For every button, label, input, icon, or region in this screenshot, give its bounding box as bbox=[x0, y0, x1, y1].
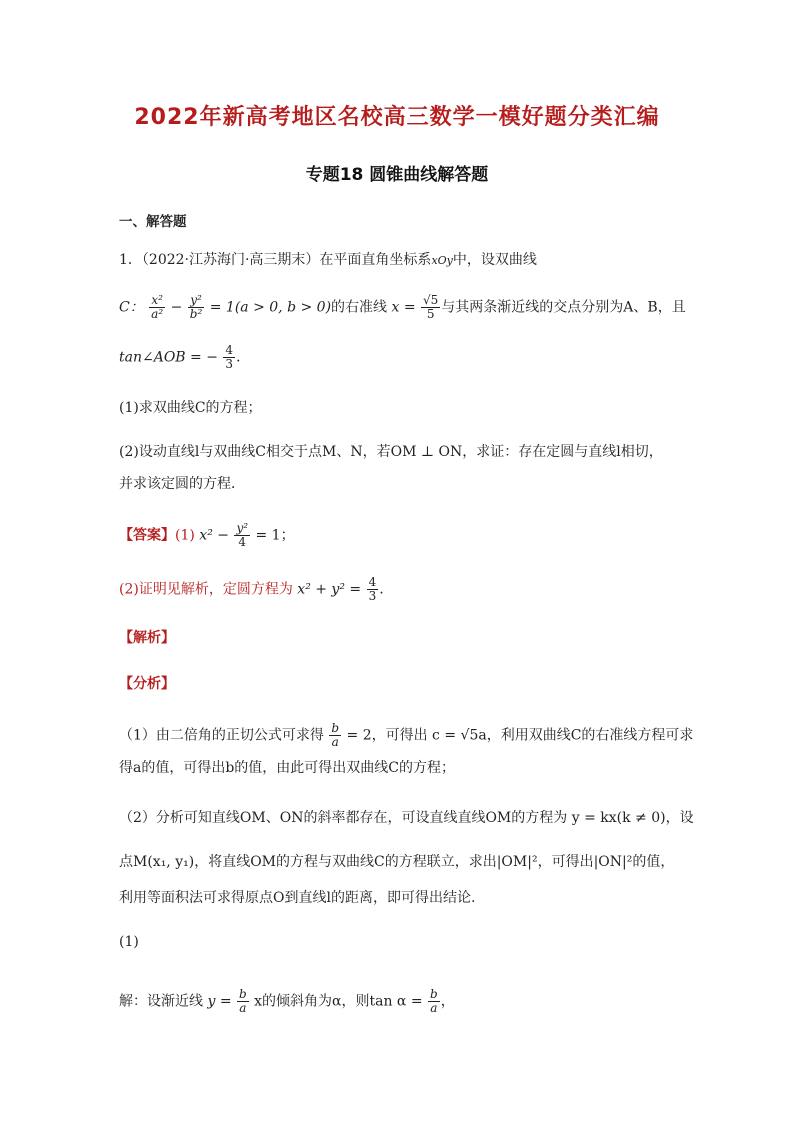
fraction-b-a: $\frac{b}{a}$ bbox=[331, 721, 340, 749]
fraction-4-3: $\frac{4}{3}$ bbox=[225, 343, 234, 371]
answer-2-text: (2)证明见解析，定圆方程为 bbox=[119, 581, 293, 598]
directrix-text: 的右准线 bbox=[331, 299, 388, 316]
problem-line-1 bbox=[119, 250, 537, 271]
analysis-1-line-1: （1）由二倍角的正切公式可求得 $\frac{b}{a}$ = 2，可得出 c = √5a，利用双曲线C的右准线方程可求 bbox=[119, 721, 694, 749]
question-1: (1)求双曲线C的方程； bbox=[119, 400, 262, 416]
analysis-1-line-2: 得a的值，可得出b的值，由此可得出双曲线C的方程； bbox=[119, 760, 456, 776]
problem-line-2: C： $\frac{\text{x²}}{\text{a²}}$ − $\frac{\text{y²}}{\text{b²}}$ = 1(a > 0, b > 0)的右准线 x = $\frac{√5}{5}$ 与其两条渐近线的交点分别为A、B，且 bbox=[119, 293, 686, 321]
answer-line-2: (2)证明见解析，定圆方程为 x² + y² = $\frac{4}{3}$ . bbox=[119, 575, 384, 603]
answer-line-1: 【答案】(1) x² − $\frac{\text{y²}}{4}$ = 1； bbox=[119, 521, 295, 549]
fraction-y2-4: $\frac{\text{y²}}{4}$ bbox=[236, 521, 249, 549]
directrix-tail: 与其两条渐近线的交点分别为A、B，且 bbox=[441, 299, 686, 316]
section-heading: 一、解答题 bbox=[119, 214, 187, 230]
jiexi-label: 【解析】 bbox=[119, 630, 175, 646]
fraction-sqrt5-5: $\frac{√5}{5}$ bbox=[423, 293, 439, 321]
hyperbola-label: C： bbox=[119, 299, 144, 316]
answer-1-tail: = 1； bbox=[255, 527, 295, 544]
analysis-2-line-2: 点M(x₁, y₁)，将直线OM的方程与双曲线C的方程联立，求出|OM|²，可得出|ON|²的值， bbox=[119, 854, 675, 870]
question-2-line-1: (2)设动直线l与双曲线C相交于点M、N，若OM ⊥ ON，求证：存在定圆与直线l相切， bbox=[119, 444, 663, 460]
solution-line-1: 解：设渐近线 y = $\frac{b}{a}$ x的倾斜角为α，则tan α = $\frac{b}{a}$ ， bbox=[119, 987, 455, 1015]
analysis-2-line-3: 利用等面积法可求得原点O到直线l的距离，即可得出结论. bbox=[119, 890, 476, 906]
document-title: 2022年新高考地区名校高三数学一模好题分类汇编 bbox=[134, 105, 660, 130]
question-2-line-2: 并求该定圆的方程． bbox=[119, 476, 245, 492]
directrix-eq: x = bbox=[391, 299, 416, 316]
solution-part-label: (1) bbox=[119, 934, 139, 950]
tan-expression: tan∠AOB = − bbox=[119, 349, 218, 366]
fraction-b-a-3: $\frac{b}{a}$ bbox=[430, 987, 438, 1015]
analysis-2-line-1: （2）分析可知直线OM、ON的斜率都存在，可设直线直线OM的方程为 y = kx(k ≠ 0)，设 bbox=[119, 810, 694, 826]
problem-line-3: tan∠AOB = − $\frac{4}{3}$ ． bbox=[119, 343, 251, 371]
problem-intro-end: 中，设双曲线 bbox=[452, 252, 537, 268]
answer-2-expr: x² + y² = bbox=[297, 581, 362, 598]
answer-1-expr: x² − bbox=[199, 527, 229, 544]
hyperbola-condition: = 1(a > 0, b > 0) bbox=[209, 299, 332, 316]
document-subtitle: 专题18 圆锥曲线解答题 bbox=[305, 165, 489, 185]
fenxi-label: 【分析】 bbox=[119, 676, 175, 692]
coord-system: xOy bbox=[431, 254, 453, 267]
answer-label: 【答案】 bbox=[119, 527, 175, 544]
fraction-x2-a2: $\frac{\text{x²}}{\text{a²}}$ bbox=[151, 293, 164, 321]
fraction-b-a-2: $\frac{b}{a}$ bbox=[239, 987, 247, 1015]
fraction-4-3-b: $\frac{4}{3}$ bbox=[368, 575, 377, 603]
fraction-y2-b2: $\frac{\text{y²}}{\text{b²}}$ bbox=[189, 293, 203, 321]
problem-source: 1．（2022·江苏海门·高三期末）在平面直角坐标系 bbox=[119, 252, 432, 268]
